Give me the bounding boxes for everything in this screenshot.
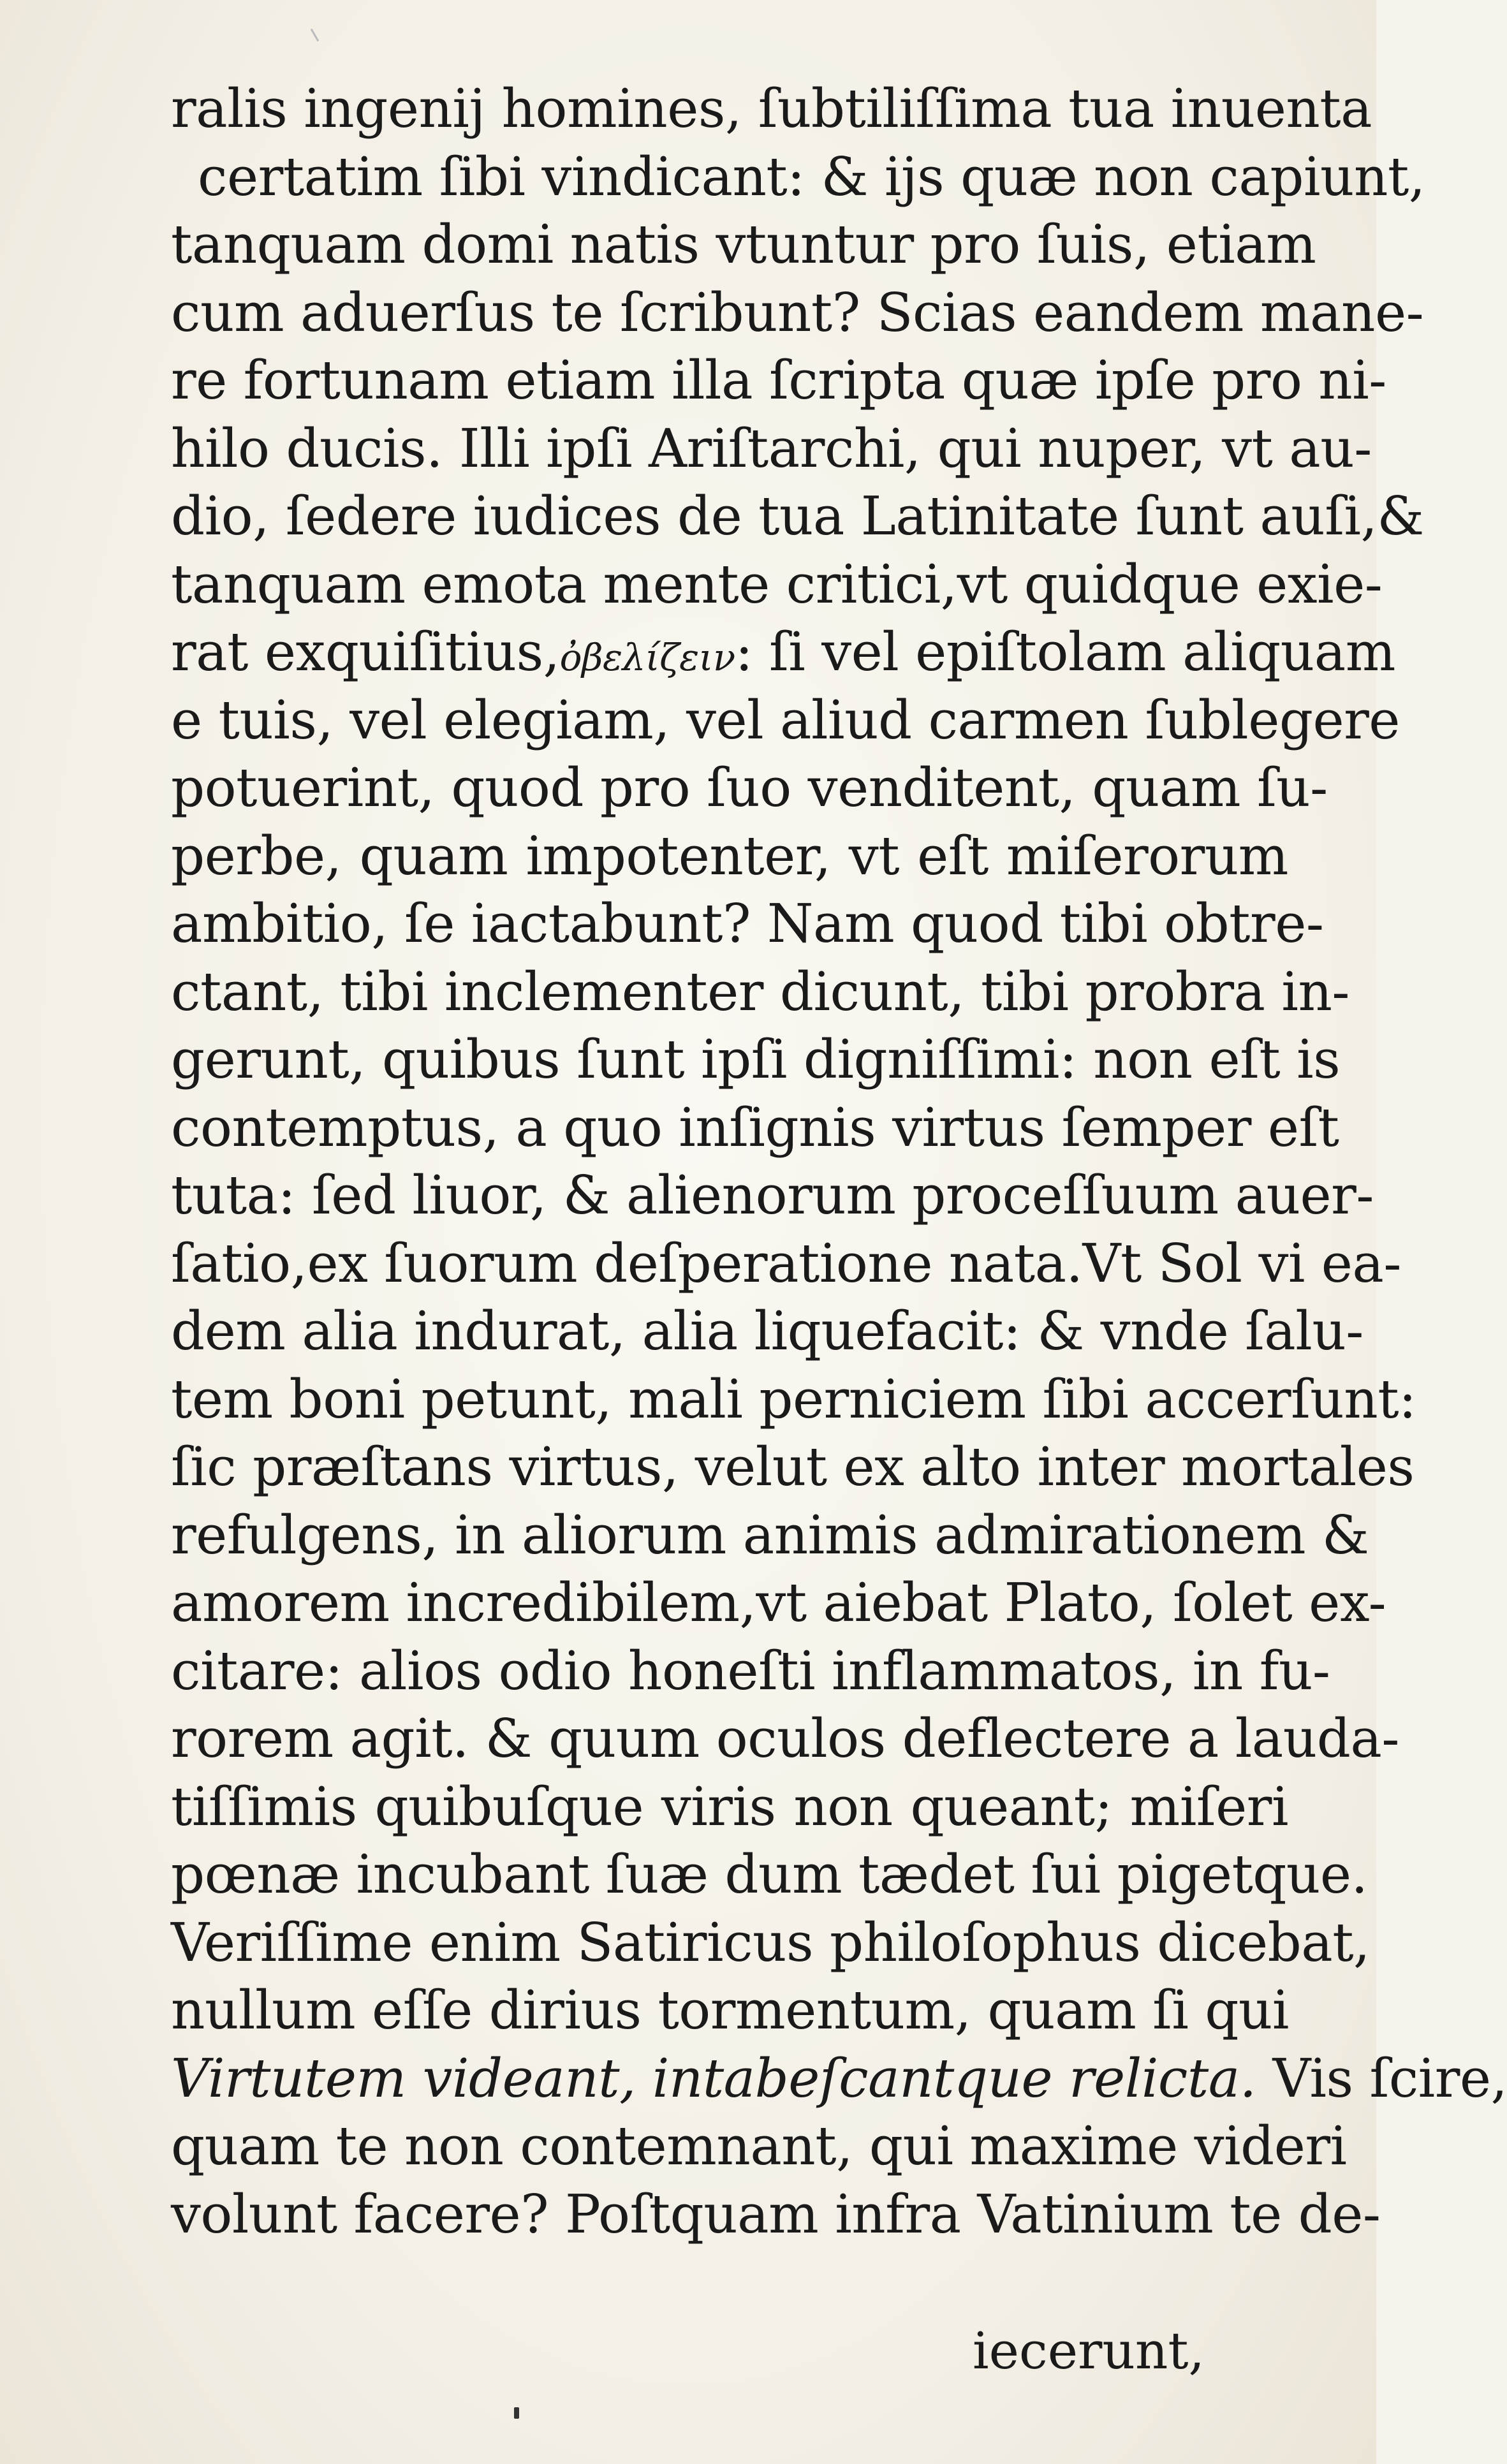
text-line: cum aduerſus te ſcribunt? Scias eandem mane- [171,281,1424,344]
text-line: ſatio,ex ſuorum deſperatione nata.Vt Sol vi ea- [171,1232,1401,1294]
text-line: volunt facere? Poſtquam infra Vatinium te de- [171,2183,1381,2245]
text-line: quam te non contemnant, qui maxime videri [171,2115,1347,2177]
text-line: re fortunam etiam illa ſcripta quæ ipſe pro ni- [171,349,1386,411]
text-line: e tuis, vel elegiam, vel aliud carmen ſublegere [171,689,1400,751]
paper-speck [311,29,320,42]
signature-mark [514,2407,519,2419]
text-line: pœnæ incubant ſuæ dum tædet ſui pigetque. [171,1844,1368,1905]
text-line: contemptus, a quo inſignis virtus ſemper eſt [171,1096,1339,1159]
text-line [171,2045,1507,2113]
body-text [171,75,1507,2248]
text-line: potuerint, quod pro ſuo venditent, quam ſu- [171,757,1328,819]
text-line: tanquam emota mente critici,vt quidque exie- [171,553,1383,615]
catchword: iecerunt, [973,2321,1205,2380]
text-segment: Vis ſcire, [1256,2047,1507,2109]
text-line: citare: alios odio honeſti inflammatos, in fu- [171,1639,1330,1702]
text-line: rorem agit. & quum oculos deflectere a lauda- [171,1708,1399,1770]
text-line: amorem incredibilem,vt aiebat Plato, ſolet ex- [171,1572,1386,1634]
text-line: dio, ſedere iudices de tua Latinitate ſunt auſi,& [171,485,1424,547]
greek-word: ὀβελίζειν [559,636,735,679]
text-segment: : ſi vel epiſtolam aliquam [735,621,1395,683]
text-line: perbe, quam impotenter, vt eſt miſerorum [171,825,1288,887]
text-line: hilo ducis. Illi ipſi Ariſtarchi, qui nuper, vt au- [171,417,1372,480]
text-line: tanquam domi natis vtuntur pro ſuis, etiam [171,214,1316,275]
text-line: gerunt, quibus ſunt ipſi digniſſimi: non eſt is [171,1029,1341,1090]
text-line: ctant, tibi inclementer dicunt, tibi probra in- [171,960,1349,1023]
text-line: ralis ingenij homines, ſubtiliſſima tua inuenta [171,78,1372,140]
text-line: dem alia indurat, alia liquefacit: & vnde ſalu- [171,1300,1364,1362]
text-line [171,619,1395,687]
text-line: certatim ſibi vindicant: & ijs quæ non capiunt, [198,145,1425,208]
text-segment: rat exquiſitius, [171,621,560,683]
text-line: tuta: ſed liuor, & alienorum proceſſuum auer- [171,1164,1374,1226]
italic-quotation: Virtutem videant, intabeſcantque relicta. [171,2047,1256,2109]
text-line: nullum eſſe dirius tormentum, quam ſi qui [171,1979,1289,2041]
text-line: Veriſſime enim Satiricus philoſophus dicebat, [171,1911,1370,1974]
text-line: tiſſimis quibuſque viris non queant; miſeri [171,1775,1288,1838]
text-line: ſic præſtans virtus, velut ex alto inter mortales [171,1436,1415,1498]
text-line: tem boni petunt, mali perniciem ſibi accerſunt: [171,1368,1416,1430]
text-line: refulgens, in aliorum animis admirationem & [171,1504,1369,1566]
text-line: ambitio, ſe iactabunt? Nam quod tibi obtre- [171,893,1324,955]
